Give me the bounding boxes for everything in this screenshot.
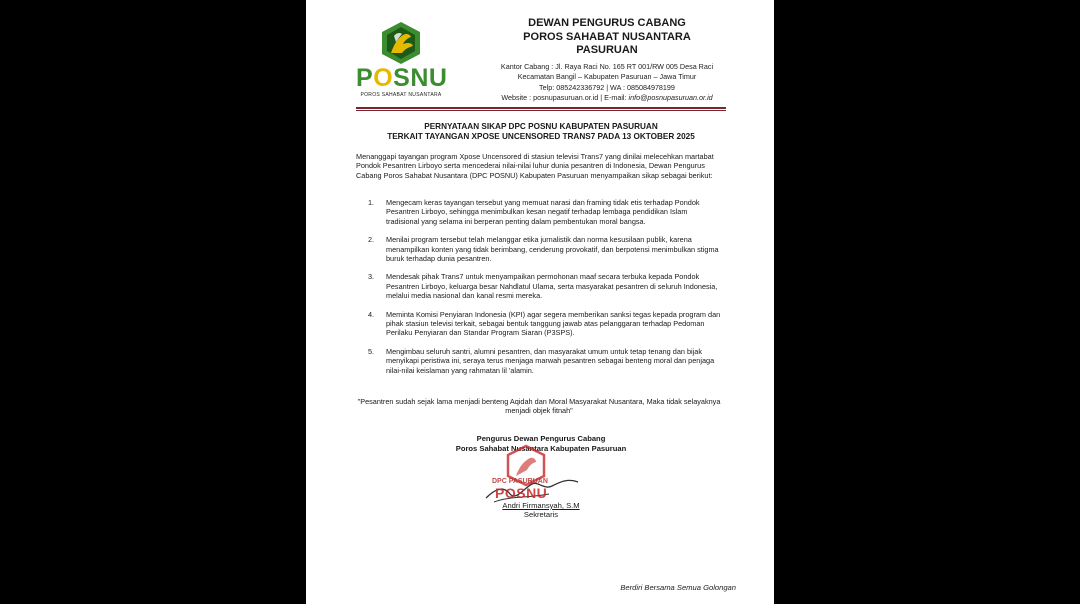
list-item (356, 347, 722, 375)
website-text: Website : posnupasuruan.or.id | E-mail: (501, 93, 629, 102)
org-line-1: DEWAN PENGURUS CABANG (528, 17, 686, 29)
letter-page (306, 0, 774, 604)
title-line-1: PERNYATAAN SIKAP DPC POSNU KABUPATEN PASURUAN (424, 122, 658, 131)
posnu-logo (356, 20, 446, 100)
org-address (456, 62, 758, 104)
item-text: Mendesak pihak Trans7 untuk menyampaikan permohonan maaf secara terbuka kepada Pondok Pesantren Lirboyo, keluarga besar Nahdlatul Ulama, serta masyarakat pesantren di seluruh Indonesia, melalui media nasional dan kanal resmi mereka. (386, 272, 718, 301)
item-number: 2. (368, 235, 375, 245)
signer-block (486, 501, 596, 520)
stamp-text-main: POSNU (495, 485, 548, 501)
address-line-1: Kantor Cabang : Jl. Raya Raci No. 165 RT 001/RW 005 Desa Raci (500, 61, 714, 71)
document-title (356, 122, 726, 142)
web-line (456, 93, 758, 104)
email-link[interactable]: info@posnupasuruan.or.id (628, 93, 713, 102)
item-text: Meminta Komisi Penyiaran Indonesia (KPI) agar segera memberikan sanksi tegas kepada program dan pihak stasiun televisi terkait, sebagai bentuk tanggung jawab atas pelanggaran terhadap Pedoman Perilaku Penyiaran dan Standar Program Siaran (P3SPS). (386, 309, 721, 338)
title-line-2: TERKAIT TAYANGAN XPOSE UNCENSORED TRANS7 PADA 13 OKTOBER 2025 (387, 132, 695, 141)
footer-motto: Berdiri Bersama Semua Golongan (620, 583, 736, 592)
item-number: 5. (368, 346, 375, 356)
signature-line-1: Pengurus Dewan Pengurus Cabang (476, 434, 606, 443)
list-item (356, 310, 722, 338)
header-rule-thin (356, 110, 726, 111)
address-line-2: Kecamatan Bangil – Kabupaten Pasuruan – Jawa Timur (517, 72, 697, 81)
item-number: 1. (368, 198, 375, 207)
list-item (356, 272, 722, 300)
closing-quote: "Pesantren sudah sejak lama menjadi benteng Aqidah dan Moral Masyarakat Nusantara, Maka tidak selayaknya menjadi objek fitnah" (357, 397, 721, 416)
stamp-text-top: DPC PASURUAN (492, 478, 548, 485)
item-text: Menilai program tersebut telah melanggar etika jurnalistik dan norma kesusilaan publik, karena menampilkan konten yang tidak berimbang, cenderung provokatif, dan berpotensi menimbulkan stigma buruk terhadap dunia pesantren. (386, 235, 719, 264)
item-number: 4. (368, 309, 375, 319)
phone-line: Telp: 085242336792 | WA : 085084978199 (539, 82, 675, 92)
list-item (356, 235, 722, 263)
statement-list (356, 198, 722, 384)
signer-name: Andri Firmansyah, S.M (502, 501, 580, 510)
item-text: Mengecam keras tayangan tersebut yang memuat narasi dan framing tidak etis terhadap Pondok Pesantren Lirboyo, sehingga menimbulkan kesan negatif terhadap lembaga pendidikan Islam tradisional yang selama ini berperan penting dalam pembentukan moral bangsa. (386, 198, 700, 226)
posnu-emblem-icon (356, 20, 446, 66)
item-number: 3. (368, 272, 375, 282)
item-text: Mengimbau seluruh santri, alumni pesantren, dan masyarakat umum untuk tetap tenang dan bijak menyikapi peristiwa ini, seraya terus menjaga marwah pesantren sebagai benteng moral dan penjaga nilai-nilai keislaman yang rahmatan lil 'alamin. (386, 346, 715, 375)
org-line-2: POROS SAHABAT NUSANTARA (523, 30, 691, 43)
intro-paragraph: Menanggapi tayangan program Xpose Uncensored di stasiun televisi Trans7 yang dinilai melecehkan martabat Pondok Pesantren Lirboyo serta mencederai nilai-nilai luhur dunia pesantren di Indonesia, Dewan Pengurus Cabang Poros Sahabat Nusantara (DPC POSNU) Kabupaten Pasuruan menyampaikan sikap sebagai berikut: (356, 152, 714, 180)
logo-subtitle: POROS SAHABAT NUSANTARA (360, 92, 442, 98)
signature-line-2: Poros Sahabat Nusantara Kabupaten Pasuruan (455, 443, 627, 453)
signer-role: Sekretaris (523, 510, 559, 520)
logo-wordmark: POSNU (356, 64, 448, 92)
letterhead (456, 17, 758, 104)
list-item (356, 198, 722, 226)
header-rule (356, 107, 726, 109)
org-line-3: PASURUAN (576, 44, 638, 56)
